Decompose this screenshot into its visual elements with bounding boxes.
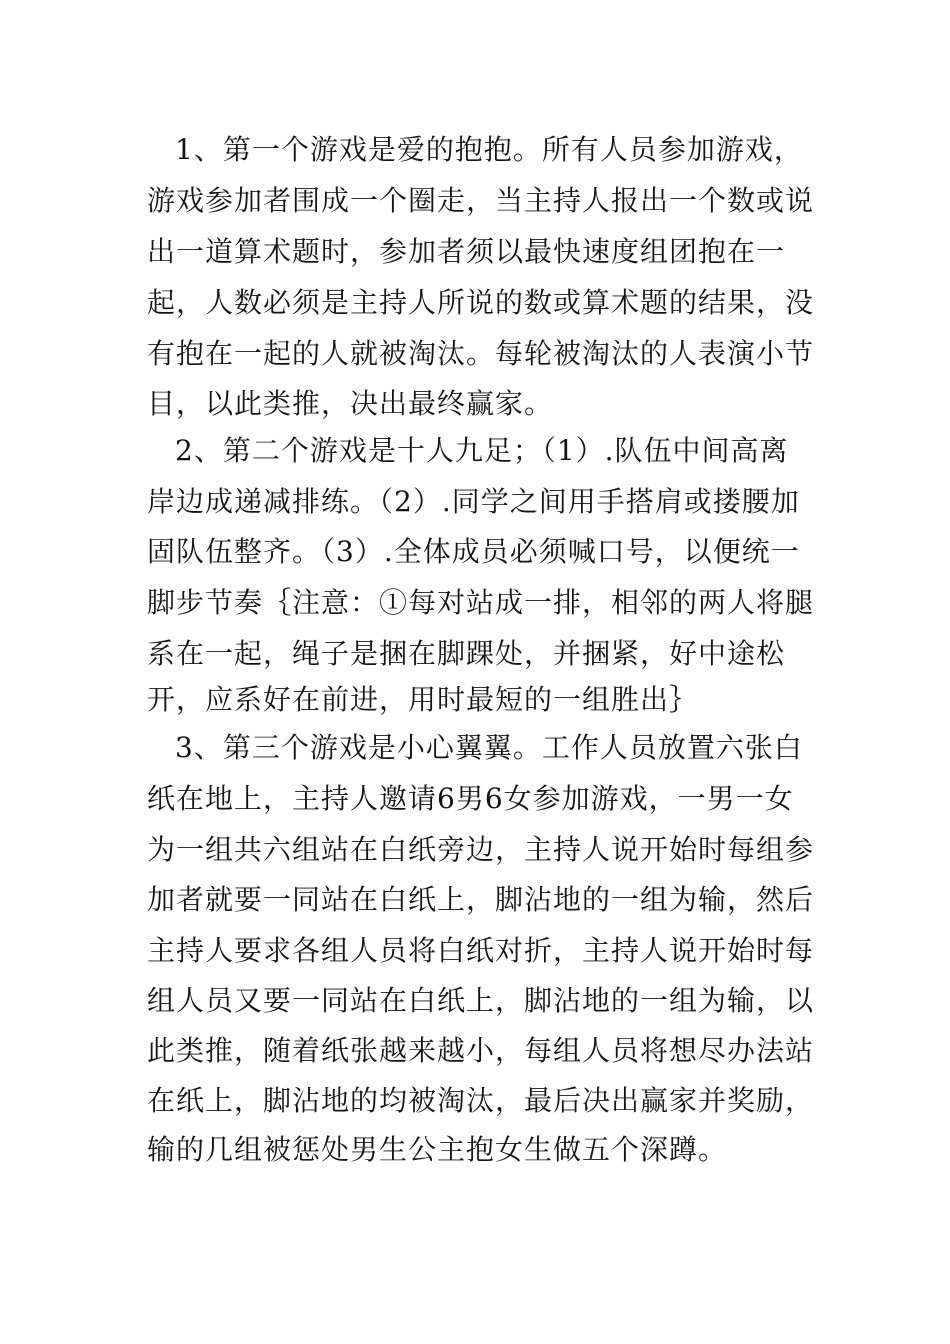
text-line: 纸在地上，主持人邀请6男6女参加游戏，一男一女 [147,782,794,815]
text-line: 固队伍整齐。（3）.全体成员必须喊口号，以便统一 [147,535,800,568]
text-line: 加者就要一同站在白纸上，脚沾地的一组为输，然后 [147,883,815,916]
text-line: 3、第三个游戏是小心翼翼。工作人员放置六张白 [175,731,803,764]
text-line: 系在一起，绳子是捆在脚踝处，并捆紧，好中途松 [147,637,786,670]
text-line: 起，人数必须是主持人所说的数或算术题的结果，没 [147,286,815,319]
text-line: 组人员又要一同站在白纸上，脚沾地的一组为输，以 [147,984,815,1017]
text-line: 此类推，随着纸张越来越小，每组人员将想尽办法站 [147,1034,815,1067]
text-line: 游戏参加者围成一个圈走，当主持人报出一个数或说 [147,184,815,217]
text-line: 在纸上，脚沾地的均被淘汰，最后决出赢家并奖励， [147,1084,815,1117]
text-line: 2、第二个游戏是十人九足；（1）.队伍中间高离 [175,434,789,467]
text-line: 脚步节奏｛注意：①每对站成一排，相邻的两人将腿 [147,586,815,619]
text-line: 主持人要求各组人员将白纸对折，主持人说开始时每 [147,934,815,967]
text-line: 为一组共六组站在白纸旁边，主持人说开始时每组参 [147,833,815,866]
text-line: 出一道算术题时，参加者须以最快速度组团抱在一 [147,235,786,268]
text-line: 输的几组被惩处男生公主抱女生做五个深蹲。 [147,1133,728,1166]
text-line: 1、第一个游戏是爱的抱抱。所有人员参加游戏， [175,133,803,166]
text-line: 有抱在一起的人就被淘汰。每轮被淘汰的人表演小节 [147,337,815,370]
text-line: 目，以此类推，决出最终赢家。 [147,387,554,420]
text-line: 开，应系好在前进，用时最短的一组胜出｝ [147,683,699,716]
text-line: 岸边成递减排练。（2）.同学之间用手搭肩或搂腰加 [147,485,800,518]
